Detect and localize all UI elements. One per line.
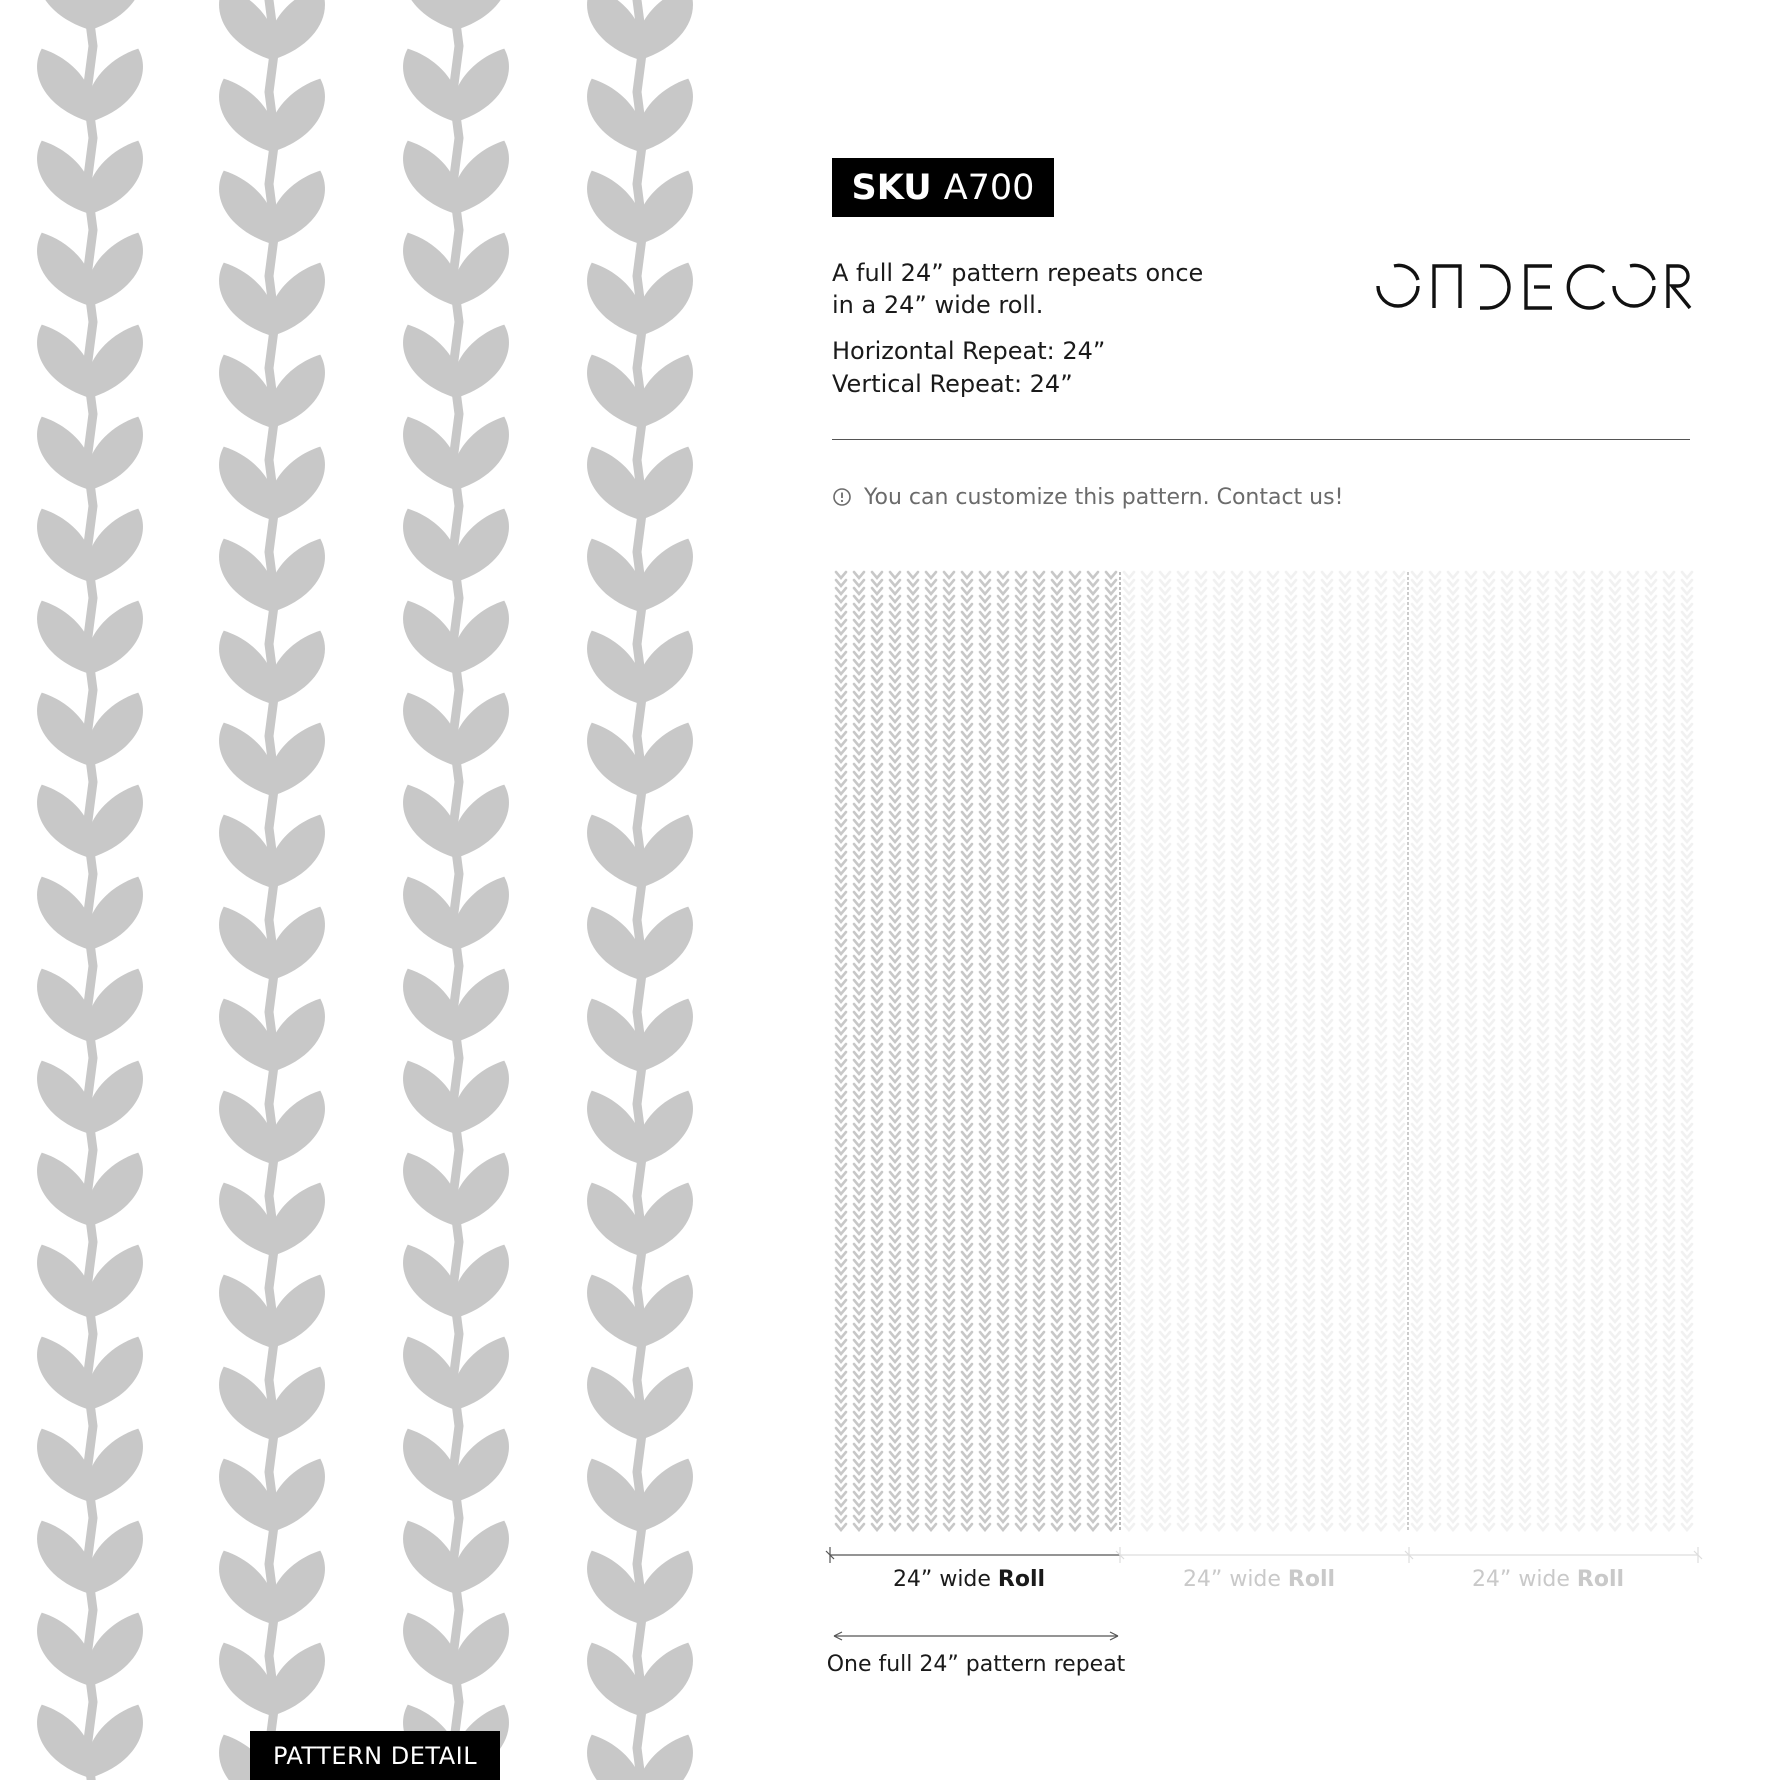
sku-value: A700 bbox=[943, 167, 1035, 208]
vine-column bbox=[396, 0, 516, 1780]
full-repeat-arrowhead bbox=[1110, 1632, 1118, 1636]
roll-label-3 bbox=[1403, 1567, 1693, 1592]
customize-notice-text: You can customize this pattern. Contact us! bbox=[864, 484, 1344, 510]
roll-label-1 bbox=[824, 1567, 1114, 1592]
repeat-info bbox=[832, 335, 1252, 401]
roll-label-2-prefix: 24” wide bbox=[1182, 1567, 1288, 1592]
roll-label-3-prefix: 24” wide bbox=[1471, 1567, 1577, 1592]
full-repeat-arrowhead bbox=[834, 1632, 842, 1636]
info-icon bbox=[832, 487, 852, 507]
vertical-repeat: Vertical Repeat: 24” bbox=[832, 370, 1073, 398]
full-repeat-arrowhead bbox=[1110, 1636, 1118, 1640]
vine-column bbox=[580, 0, 700, 1780]
roll-preview-2 bbox=[1124, 572, 1404, 1530]
full-repeat-label: One full 24” pattern repeat bbox=[826, 1652, 1126, 1677]
sku-key: SKU bbox=[851, 167, 932, 208]
roll-dimension-tick bbox=[826, 1551, 834, 1559]
vine-column bbox=[30, 0, 150, 1780]
pattern-detail-panel bbox=[0, 0, 720, 1780]
description-line-1: A full 24” pattern repeats once bbox=[832, 259, 1204, 287]
description-line-2: in a 24” wide roll. bbox=[832, 291, 1044, 319]
roll-label-3-suffix: Roll bbox=[1576, 1567, 1625, 1592]
section-divider bbox=[832, 439, 1690, 440]
full-repeat-arrowhead bbox=[834, 1636, 842, 1640]
roll-preview-diagram bbox=[832, 570, 1694, 1532]
roll-label-1-suffix: Roll bbox=[997, 1567, 1046, 1592]
roll-preview-3 bbox=[1412, 572, 1692, 1530]
pattern-detail-label: PATTERN DETAIL bbox=[250, 1731, 500, 1780]
roll-dimension-tick bbox=[1405, 1551, 1413, 1559]
horizontal-repeat: Horizontal Repeat: 24” bbox=[832, 337, 1106, 365]
roll-label-2 bbox=[1114, 1567, 1404, 1592]
roll-preview-1 bbox=[836, 572, 1116, 1530]
vine-column bbox=[212, 0, 332, 1780]
customize-notice bbox=[832, 483, 1343, 511]
roll-dimension-tick bbox=[1694, 1551, 1702, 1559]
sku-badge bbox=[832, 158, 1054, 217]
vine-pattern bbox=[0, 0, 720, 1780]
roll-label-2-suffix: Roll bbox=[1287, 1567, 1336, 1592]
pattern-description bbox=[832, 257, 1252, 321]
roll-dimension-tick bbox=[1116, 1551, 1124, 1559]
brand-logo bbox=[1376, 262, 1692, 310]
roll-label-1-prefix: 24” wide bbox=[892, 1567, 998, 1592]
